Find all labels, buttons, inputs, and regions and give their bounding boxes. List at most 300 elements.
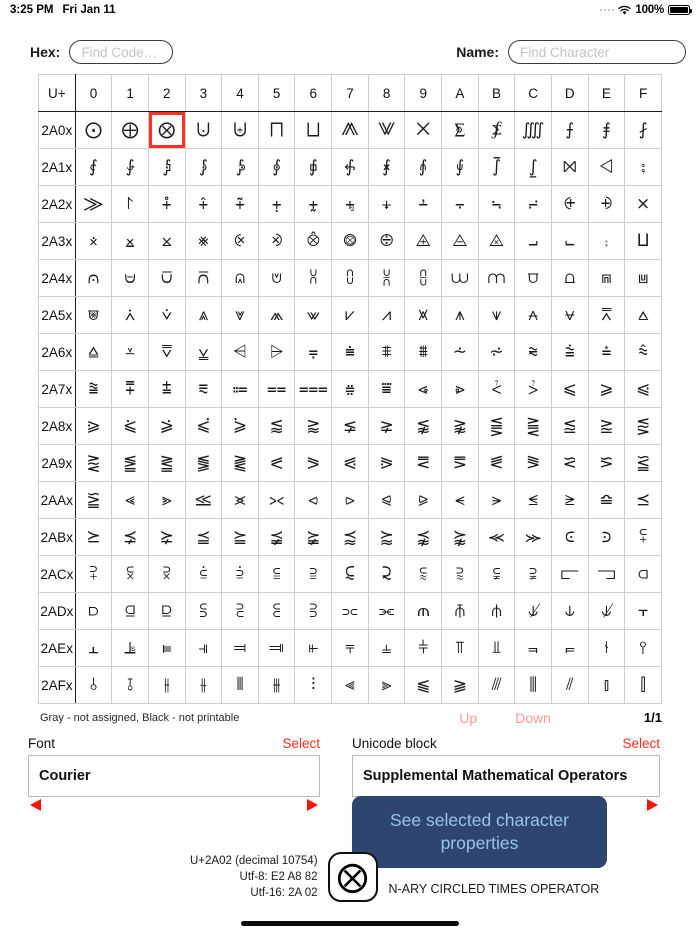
grid-cell[interactable]: ⪄ bbox=[222, 408, 259, 445]
grid-cell[interactable]: ⨣ bbox=[185, 186, 222, 223]
grid-cell[interactable]: ⨇ bbox=[332, 112, 369, 149]
grid-cell[interactable]: ⫛ bbox=[478, 593, 515, 630]
grid-row-label-2ABx: 2ABx bbox=[39, 519, 76, 556]
grid-cell[interactable]: ⨷ bbox=[332, 223, 369, 260]
grid-column-header-2: 2 bbox=[148, 75, 185, 112]
grid-cell[interactable]: ⪰ bbox=[75, 519, 112, 556]
grid-cell[interactable]: ⫺ bbox=[442, 667, 479, 704]
grid-cell[interactable]: ⫪ bbox=[442, 630, 479, 667]
grid-cell[interactable]: ⩝ bbox=[551, 297, 588, 334]
grid-row bbox=[39, 297, 662, 334]
grid-cell[interactable]: ⪋ bbox=[478, 408, 515, 445]
grid-cell[interactable]: ⨕ bbox=[258, 149, 295, 186]
grid-cell[interactable]: ⩨ bbox=[368, 334, 405, 371]
grid-cell[interactable]: ⫘ bbox=[368, 593, 405, 630]
grid-cell[interactable]: ⫄ bbox=[222, 556, 259, 593]
grid-cell[interactable]: ⪍ bbox=[551, 408, 588, 445]
grid-row-label-2A1x: 2A1x bbox=[39, 149, 76, 186]
grid-cell[interactable]: ⨋ bbox=[478, 112, 515, 149]
grid-cell[interactable]: ⪣ bbox=[185, 482, 222, 519]
hex-search-input[interactable] bbox=[81, 45, 161, 60]
grid-cell[interactable]: ⪉ bbox=[405, 408, 442, 445]
grid-cell[interactable]: ⪩ bbox=[405, 482, 442, 519]
character-detail bbox=[0, 852, 700, 902]
grid-cell[interactable]: ⨻ bbox=[478, 223, 515, 260]
grid-cell[interactable]: ⫑ bbox=[112, 593, 149, 630]
grid-cell[interactable]: ⫷ bbox=[332, 667, 369, 704]
grid-cell[interactable]: ⨽ bbox=[551, 223, 588, 260]
grid-cell[interactable]: ⩣ bbox=[185, 334, 222, 371]
grid-cell[interactable]: ⪫ bbox=[478, 482, 515, 519]
grid-cell[interactable]: ⨓ bbox=[185, 149, 222, 186]
grid-column-header-4: 4 bbox=[222, 75, 259, 112]
grid-cell[interactable]: ⨄ bbox=[222, 112, 259, 149]
legend-row bbox=[0, 704, 700, 726]
grid-cell[interactable]: ⨘ bbox=[368, 149, 405, 186]
grid-cell[interactable]: ⩏ bbox=[625, 260, 662, 297]
block-select-button[interactable]: Select bbox=[622, 736, 660, 751]
grid-cell[interactable]: ⩀ bbox=[75, 260, 112, 297]
grid-cell[interactable]: ⫯ bbox=[625, 630, 662, 667]
grid-cell[interactable]: ⪙ bbox=[405, 445, 442, 482]
grid-cell[interactable]: ⪭ bbox=[551, 482, 588, 519]
grid-cell[interactable]: ⩌ bbox=[515, 260, 552, 297]
font-value-box[interactable] bbox=[28, 755, 320, 797]
grid-cell[interactable]: ⨡ bbox=[112, 186, 149, 223]
grid-cell[interactable]: ⫸ bbox=[368, 667, 405, 704]
grid-row-label-2A2x: 2A2x bbox=[39, 186, 76, 223]
grid-cell[interactable]: ⨮ bbox=[588, 186, 625, 223]
grid-cell[interactable]: ⫵ bbox=[258, 667, 295, 704]
block-panel-title: Unicode block bbox=[352, 736, 437, 751]
grid-cell[interactable]: ⩐ bbox=[75, 297, 112, 334]
grid-cell[interactable]: ⫴ bbox=[222, 667, 259, 704]
grid-cell[interactable]: ⫇ bbox=[332, 556, 369, 593]
grid-cell[interactable]: ⨫ bbox=[478, 186, 515, 223]
grid-cell[interactable]: ⩾ bbox=[588, 371, 625, 408]
grid-cell[interactable]: ⨝ bbox=[551, 149, 588, 186]
grid-cell[interactable]: ⫉ bbox=[405, 556, 442, 593]
page-down-button[interactable]: Down bbox=[515, 709, 551, 726]
grid-cell[interactable]: ⨊ bbox=[442, 112, 479, 149]
grid-cell[interactable]: ⩞ bbox=[588, 297, 625, 334]
grid-cell[interactable]: ⫎ bbox=[588, 556, 625, 593]
grid-cell[interactable]: ⪆ bbox=[295, 408, 332, 445]
grid-row-label-2A3x: 2A3x bbox=[39, 223, 76, 260]
grid-cell[interactable]: ⩓ bbox=[185, 297, 222, 334]
grid-cell[interactable]: ⪹ bbox=[405, 519, 442, 556]
grid-cell[interactable]: ⩪ bbox=[442, 334, 479, 371]
grid-cell[interactable]: ⪁ bbox=[112, 408, 149, 445]
grid-cell[interactable]: ⩜ bbox=[515, 297, 552, 334]
grid-cell[interactable]: ⩶ bbox=[295, 371, 332, 408]
grid-cell[interactable]: ⩻ bbox=[478, 371, 515, 408]
grid-cell[interactable]: ⪾ bbox=[588, 519, 625, 556]
grid-cell[interactable]: ⫈ bbox=[368, 556, 405, 593]
grid-cell[interactable]: ⫒ bbox=[148, 593, 185, 630]
grid-cell[interactable]: ⪏ bbox=[625, 408, 662, 445]
grid-cell[interactable]: ⨾ bbox=[588, 223, 625, 260]
grid-cell[interactable]: ⩕ bbox=[258, 297, 295, 334]
grid-cell[interactable]: ⫀ bbox=[75, 556, 112, 593]
grid-cell[interactable]: ⫹ bbox=[405, 667, 442, 704]
grid-cell[interactable]: ⪅ bbox=[258, 408, 295, 445]
grid-cell[interactable]: ⪐ bbox=[75, 445, 112, 482]
grid-cell[interactable]: ⨀ bbox=[75, 112, 112, 149]
grid-row bbox=[39, 667, 662, 704]
grid-cell[interactable]: ⪀ bbox=[75, 408, 112, 445]
grid-cell[interactable]: ⨰ bbox=[75, 223, 112, 260]
grid-cell[interactable]: ⨳ bbox=[185, 223, 222, 260]
grid-cell[interactable]: ⨟ bbox=[625, 149, 662, 186]
grid-cell[interactable]: ⩔ bbox=[222, 297, 259, 334]
grid-cell[interactable]: ⨹ bbox=[405, 223, 442, 260]
grid-cell[interactable]: ⩬ bbox=[515, 334, 552, 371]
grid-cell[interactable]: ⪬ bbox=[515, 482, 552, 519]
grid-cell[interactable]: ⨪ bbox=[442, 186, 479, 223]
grid-cell[interactable]: ⪤ bbox=[222, 482, 259, 519]
grid-cell[interactable]: ⪱ bbox=[112, 519, 149, 556]
grid-cell[interactable]: ⪊ bbox=[442, 408, 479, 445]
grid-cell[interactable]: ⫬ bbox=[515, 630, 552, 667]
grid-cell[interactable]: ⩉ bbox=[405, 260, 442, 297]
grid-cell[interactable]: ⨠ bbox=[75, 186, 112, 223]
grid-cell[interactable]: ⩥ bbox=[258, 334, 295, 371]
see-character-properties-button[interactable]: See selected character properties bbox=[352, 796, 607, 868]
grid-cell[interactable]: ⫕ bbox=[258, 593, 295, 630]
grid-cell[interactable]: ⩇ bbox=[332, 260, 369, 297]
block-value-box[interactable] bbox=[352, 755, 660, 797]
grid-cell[interactable]: ⨞ bbox=[588, 149, 625, 186]
grid-cell[interactable]: ⩃ bbox=[185, 260, 222, 297]
grid-cell[interactable]: ⩒ bbox=[148, 297, 185, 334]
grid-cell[interactable]: ⪎ bbox=[588, 408, 625, 445]
grid-cell[interactable]: ⪳ bbox=[185, 519, 222, 556]
grid-cell[interactable]: ⪽ bbox=[551, 519, 588, 556]
grid-cell[interactable]: ⨈ bbox=[368, 112, 405, 149]
grid-cell[interactable]: ⫁ bbox=[112, 556, 149, 593]
grid-cell[interactable]: ⨑ bbox=[112, 149, 149, 186]
grid-cell[interactable]: ⩷ bbox=[332, 371, 369, 408]
grid-cell[interactable]: ⨢ bbox=[148, 186, 185, 223]
grid-column-header-D: D bbox=[551, 75, 588, 112]
grid-cell[interactable]: ⨥ bbox=[258, 186, 295, 223]
grid-cell[interactable]: ⩂ bbox=[148, 260, 185, 297]
grid-cell[interactable]: ⪗ bbox=[332, 445, 369, 482]
grid-cell[interactable]: ⪼ bbox=[515, 519, 552, 556]
grid-cell[interactable]: ⩆ bbox=[295, 260, 332, 297]
grid-row-label-2AAx: 2AAx bbox=[39, 482, 76, 519]
grid-cell-selected[interactable]: ⨂ bbox=[148, 112, 185, 149]
grid-cell[interactable]: ⩖ bbox=[295, 297, 332, 334]
grid-cell[interactable]: ⫟ bbox=[625, 593, 662, 630]
grid-cell[interactable]: ⩹ bbox=[405, 371, 442, 408]
grid-cell[interactable]: ⨵ bbox=[258, 223, 295, 260]
grid-cell[interactable]: ⫐ bbox=[75, 593, 112, 630]
grid-cell[interactable]: ⨬ bbox=[515, 186, 552, 223]
grid-cell[interactable]: ⩤ bbox=[222, 334, 259, 371]
grid-cell[interactable]: ⫗ bbox=[332, 593, 369, 630]
grid-cell[interactable]: ⫰ bbox=[75, 667, 112, 704]
grid-cell[interactable]: ⩛ bbox=[478, 297, 515, 334]
grid-cell[interactable]: ⨃ bbox=[185, 112, 222, 149]
grid-cell[interactable]: ⫮ bbox=[588, 630, 625, 667]
grid-cell[interactable]: ⩠ bbox=[75, 334, 112, 371]
grid-cell[interactable]: ⪛ bbox=[478, 445, 515, 482]
grid-cell[interactable]: ⫧ bbox=[332, 630, 369, 667]
grid-column-header-8: 8 bbox=[368, 75, 405, 112]
grid-cell[interactable]: ⪑ bbox=[112, 445, 149, 482]
grid-cell[interactable]: ⫊ bbox=[442, 556, 479, 593]
grid-cell[interactable]: ⩯ bbox=[625, 334, 662, 371]
font-select-button[interactable]: Select bbox=[282, 736, 320, 751]
page-up-button[interactable]: Up bbox=[459, 709, 478, 726]
grid-cell[interactable]: ⫅ bbox=[258, 556, 295, 593]
grid-cell[interactable]: ⨗ bbox=[332, 149, 369, 186]
grid-cell[interactable]: ⩺ bbox=[442, 371, 479, 408]
grid-cell[interactable]: ⫲ bbox=[148, 667, 185, 704]
grid-cell[interactable]: ⫼ bbox=[515, 667, 552, 704]
grid-cell[interactable]: ⪻ bbox=[478, 519, 515, 556]
grid-cell[interactable]: ⪨ bbox=[368, 482, 405, 519]
grid-cell[interactable]: ⨼ bbox=[515, 223, 552, 260]
character-grid bbox=[38, 74, 662, 704]
grid-row bbox=[39, 630, 662, 667]
grid-cell[interactable]: ⫆ bbox=[295, 556, 332, 593]
grid-cell[interactable]: ⨎ bbox=[588, 112, 625, 149]
grid-cell[interactable]: ⨛ bbox=[478, 149, 515, 186]
grid-cell[interactable]: ⫙ bbox=[405, 593, 442, 630]
grid-cell[interactable]: ⨱ bbox=[112, 223, 149, 260]
grid-cell[interactable]: ⩙ bbox=[405, 297, 442, 334]
grid-cell[interactable]: ⫋ bbox=[478, 556, 515, 593]
grid-cell[interactable]: ⩫ bbox=[478, 334, 515, 371]
grid-cell[interactable]: ⪞ bbox=[588, 445, 625, 482]
grid-cell[interactable]: ⨚ bbox=[442, 149, 479, 186]
grid-cell[interactable]: ⪧ bbox=[332, 482, 369, 519]
grid-cell[interactable]: ⨦ bbox=[295, 186, 332, 223]
grid-cell[interactable]: ⫻ bbox=[478, 667, 515, 704]
grid-cell[interactable]: ⩟ bbox=[625, 297, 662, 334]
grid-cell[interactable]: ⫚ bbox=[442, 593, 479, 630]
grid-cell[interactable]: ⩡ bbox=[112, 334, 149, 371]
grid-cell[interactable]: ⪂ bbox=[148, 408, 185, 445]
grid-cell[interactable]: ⪇ bbox=[332, 408, 369, 445]
grid-cell[interactable]: ⩁ bbox=[112, 260, 149, 297]
grid-cell[interactable]: ⩩ bbox=[405, 334, 442, 371]
signal-dots-icon bbox=[600, 9, 615, 12]
grid-cell[interactable]: ⩗ bbox=[332, 297, 369, 334]
grid-cell[interactable]: ⪚ bbox=[442, 445, 479, 482]
grid-cell[interactable]: ⪴ bbox=[222, 519, 259, 556]
grid-cell[interactable]: ⩚ bbox=[442, 297, 479, 334]
grid-cell[interactable]: ⩑ bbox=[112, 297, 149, 334]
grid-cell[interactable]: ⫿ bbox=[625, 667, 662, 704]
grid-cell[interactable]: ⩦ bbox=[295, 334, 332, 371]
grid-cell[interactable]: ⪥ bbox=[258, 482, 295, 519]
grid-cell[interactable]: ⩳ bbox=[185, 371, 222, 408]
grid-cell[interactable]: ⪪ bbox=[442, 482, 479, 519]
grid-cell[interactable]: ⨌ bbox=[515, 112, 552, 149]
grid-cell[interactable]: ⨅ bbox=[258, 112, 295, 149]
grid-cell[interactable]: ⩘ bbox=[368, 297, 405, 334]
grid-cell[interactable]: ⪘ bbox=[368, 445, 405, 482]
grid-cell[interactable]: ⩊ bbox=[442, 260, 479, 297]
grid-cell[interactable]: ⪠ bbox=[75, 482, 112, 519]
grid-cell[interactable]: ⫥ bbox=[258, 630, 295, 667]
grid-cell[interactable]: ⨲ bbox=[148, 223, 185, 260]
grid-cell[interactable]: ⫤ bbox=[222, 630, 259, 667]
grid-cell[interactable]: ⫓ bbox=[185, 593, 222, 630]
grid-cell[interactable]: ⫦ bbox=[295, 630, 332, 667]
grid-cell[interactable]: ⫽ bbox=[551, 667, 588, 704]
grid-cell[interactable]: ⩄ bbox=[222, 260, 259, 297]
grid-cell[interactable]: ⩈ bbox=[368, 260, 405, 297]
grid-cell[interactable]: ⩢ bbox=[148, 334, 185, 371]
grid-cell[interactable]: ⪢ bbox=[148, 482, 185, 519]
grid-cell[interactable]: ⩱ bbox=[112, 371, 149, 408]
grid-cell[interactable]: ⨧ bbox=[332, 186, 369, 223]
grid-cell[interactable]: ⪕ bbox=[258, 445, 295, 482]
grid-cell[interactable]: ⩽ bbox=[551, 371, 588, 408]
grid-cell[interactable]: ⨔ bbox=[222, 149, 259, 186]
grid-cell[interactable]: ⩵ bbox=[258, 371, 295, 408]
grid-cell[interactable]: ⩸ bbox=[368, 371, 405, 408]
font-next-triangle-right-icon[interactable] bbox=[307, 799, 318, 811]
legend-note: Gray - not assigned, Black - not printable bbox=[40, 711, 240, 724]
grid-cell[interactable]: ⪸ bbox=[368, 519, 405, 556]
grid-cell[interactable]: ⫂ bbox=[148, 556, 185, 593]
grid-cell[interactable]: ⫏ bbox=[625, 556, 662, 593]
grid-cell[interactable]: ⫢ bbox=[148, 630, 185, 667]
grid-cell[interactable]: ⫖ bbox=[295, 593, 332, 630]
grid-column-header-0: 0 bbox=[75, 75, 112, 112]
grid-row bbox=[39, 149, 662, 186]
grid-cell[interactable]: ⪯ bbox=[625, 482, 662, 519]
grid-cell[interactable]: ⨖ bbox=[295, 149, 332, 186]
grid-cell[interactable]: ⨿ bbox=[625, 223, 662, 260]
grid-cell[interactable]: ⨙ bbox=[405, 149, 442, 186]
wifi-icon bbox=[618, 5, 631, 16]
grid-cell[interactable]: ⪿ bbox=[625, 519, 662, 556]
grid-cell[interactable]: ⫔ bbox=[222, 593, 259, 630]
grid-cell[interactable]: ⩿ bbox=[625, 371, 662, 408]
grid-cell[interactable]: ⩼ bbox=[515, 371, 552, 408]
grid-cell[interactable]: ⨩ bbox=[405, 186, 442, 223]
grid-cell[interactable]: ⩭ bbox=[551, 334, 588, 371]
grid-cell[interactable]: ⩮ bbox=[588, 334, 625, 371]
grid-cell[interactable]: ⪮ bbox=[588, 482, 625, 519]
block-panel-head bbox=[352, 736, 660, 751]
grid-cell[interactable]: ⪷ bbox=[332, 519, 369, 556]
grid-cell[interactable]: ⪒ bbox=[148, 445, 185, 482]
grid-cell[interactable]: ⪌ bbox=[515, 408, 552, 445]
hex-input-wrapper[interactable] bbox=[69, 40, 173, 64]
grid-cell[interactable]: ⨒ bbox=[148, 149, 185, 186]
grid-cell[interactable]: ⨸ bbox=[368, 223, 405, 260]
grid-row bbox=[39, 334, 662, 371]
grid-cell[interactable]: ⪔ bbox=[222, 445, 259, 482]
grid-cell[interactable]: ⫝̸ bbox=[515, 593, 552, 630]
grid-cell[interactable]: ⨜ bbox=[515, 149, 552, 186]
block-next-triangle-right-icon[interactable] bbox=[647, 799, 658, 811]
grid-cell[interactable]: ⪝ bbox=[551, 445, 588, 482]
grid-cell[interactable]: ⪖ bbox=[295, 445, 332, 482]
grid-column-header-B: B bbox=[478, 75, 515, 112]
grid-cell[interactable]: ⪲ bbox=[148, 519, 185, 556]
grid-cell[interactable]: ⨏ bbox=[625, 112, 662, 149]
grid-cell[interactable]: ⩎ bbox=[588, 260, 625, 297]
grid-cell[interactable]: ⨨ bbox=[368, 186, 405, 223]
grid-cell[interactable]: ⨺ bbox=[442, 223, 479, 260]
grid-cell[interactable]: ⪵ bbox=[258, 519, 295, 556]
grid-cell[interactable]: ⩍ bbox=[551, 260, 588, 297]
grid-cell[interactable]: ⨴ bbox=[222, 223, 259, 260]
grid-cell[interactable]: ⨯ bbox=[625, 186, 662, 223]
grid-cell[interactable]: ⨍ bbox=[551, 112, 588, 149]
grid-cell[interactable]: ⨤ bbox=[222, 186, 259, 223]
grid-cell[interactable]: ⫍ bbox=[551, 556, 588, 593]
grid-cell[interactable]: ⪃ bbox=[185, 408, 222, 445]
grid-cell[interactable]: ⪦ bbox=[295, 482, 332, 519]
grid-cell[interactable]: ⩋ bbox=[478, 260, 515, 297]
grid-cell[interactable]: ⫨ bbox=[368, 630, 405, 667]
grid-cell[interactable]: ⫝ bbox=[551, 593, 588, 630]
grid-cell[interactable]: ⪟ bbox=[625, 445, 662, 482]
grid-cell[interactable]: ⪺ bbox=[442, 519, 479, 556]
grid-cell[interactable]: ⩅ bbox=[258, 260, 295, 297]
selector-panels bbox=[0, 726, 700, 853]
grid-cell[interactable]: ⫱ bbox=[112, 667, 149, 704]
grid-cell[interactable]: ⨉ bbox=[405, 112, 442, 149]
grid-cell[interactable]: ⫝̸ bbox=[588, 593, 625, 630]
grid-cell[interactable]: ⨁ bbox=[112, 112, 149, 149]
grid-cell[interactable]: ⫩ bbox=[405, 630, 442, 667]
grid-cell[interactable]: ⫭ bbox=[551, 630, 588, 667]
grid-row bbox=[39, 408, 662, 445]
grid-cell[interactable]: ⨭ bbox=[551, 186, 588, 223]
grid-cell[interactable]: ⫠ bbox=[75, 630, 112, 667]
grid-cell[interactable]: ⨆ bbox=[295, 112, 332, 149]
name-search-input[interactable] bbox=[520, 45, 674, 60]
grid-cell[interactable]: ⫫ bbox=[478, 630, 515, 667]
grid-cell[interactable]: ⪈ bbox=[368, 408, 405, 445]
grid-cell[interactable]: ⫡ bbox=[112, 630, 149, 667]
font-prev-triangle-left-icon[interactable] bbox=[30, 799, 41, 811]
grid-cell[interactable]: ⫶ bbox=[295, 667, 332, 704]
hex-label: Hex: bbox=[30, 44, 61, 60]
grid-cell[interactable]: ⩲ bbox=[148, 371, 185, 408]
grid-cell[interactable]: ⫳ bbox=[185, 667, 222, 704]
grid-cell[interactable]: ⫃ bbox=[185, 556, 222, 593]
font-panel-head bbox=[28, 736, 320, 751]
grid-cell[interactable]: ⫌ bbox=[515, 556, 552, 593]
grid-cell[interactable]: ⪶ bbox=[295, 519, 332, 556]
grid-cell[interactable]: ⪓ bbox=[185, 445, 222, 482]
name-input-wrapper[interactable] bbox=[508, 40, 686, 64]
grid-row bbox=[39, 223, 662, 260]
grid-cell[interactable]: ⩧ bbox=[332, 334, 369, 371]
grid-cell[interactable]: ⩴ bbox=[222, 371, 259, 408]
grid-cell[interactable]: ⫾ bbox=[588, 667, 625, 704]
grid-cell[interactable]: ⪜ bbox=[515, 445, 552, 482]
grid-cell[interactable]: ⪡ bbox=[112, 482, 149, 519]
grid-cell[interactable]: ⫣ bbox=[185, 630, 222, 667]
grid-cell[interactable]: ⩰ bbox=[75, 371, 112, 408]
grid-cell[interactable]: ⨐ bbox=[75, 149, 112, 186]
grid-cell[interactable]: ⨶ bbox=[295, 223, 332, 260]
character-detail-codes bbox=[190, 853, 318, 902]
